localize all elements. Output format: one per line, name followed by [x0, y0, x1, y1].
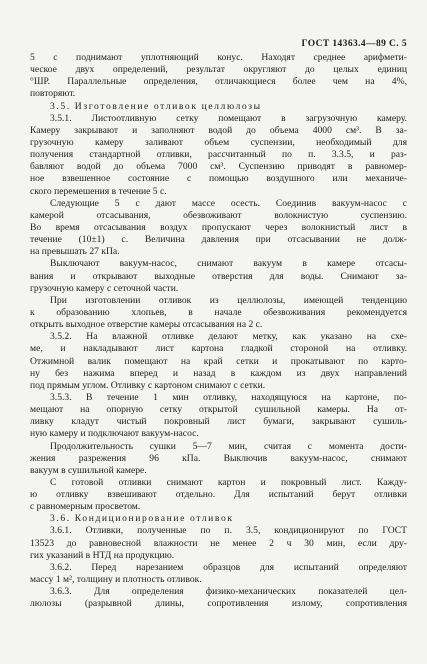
text-line: грузочную камеру заливают объем суспензии, необходимый для — [30, 136, 407, 148]
text-line: массу 1 м², толщину и плотность отливок. — [30, 574, 202, 586]
text-line: Камеру закрывают и заполняют водой до объема 4000 см³. В за- — [30, 124, 407, 136]
text-line: вания и открывают выходные отверстия для воды. Снимают за- — [30, 270, 407, 282]
text-line: ю отливку взвешивают отдельно. Для испытаний берут отливки — [30, 489, 407, 501]
text-line: ную камеру и подключают вакуум-насос. — [30, 428, 199, 440]
text-line: Отжимной валик помещают на край сетки и прокатывают по карто- — [30, 355, 407, 367]
text-line: к образованию хлопьев, в начале обезвоживания рекомендуется — [30, 306, 407, 318]
text-line: Следующие 5 с дают массе осесть. Соединив вакуум-насос с — [50, 197, 407, 209]
text-line: ме, и накладывают лист картона гладкой стороной на отливку. — [30, 343, 407, 355]
text-line: Во время отсасывания воздух пропускают через волокнистый лист в — [30, 221, 407, 233]
text-line: грузочную камеру с сеточной части. — [30, 282, 179, 294]
text-line: ну без нажима вперед и назад в каждом из двух направлений — [30, 367, 407, 379]
text-line: 3.5.3. В течение 1 мин отливку, находящуюся на картоне, по- — [50, 391, 407, 403]
document-body — [30, 52, 407, 610]
page-header: ГОСТ 14363.4—89 С. 5 — [301, 39, 407, 49]
text-line: 3.6.3. Для определения физико-механических показателей цел- — [50, 586, 407, 598]
text-line: ливку кладут чистый покровный лист бумаги, закрывают сушиль- — [30, 416, 407, 428]
text-line: люлозы (разрывной длины, сопротивления излому, сопротивления — [30, 598, 407, 610]
text-line: ского перемешения в течение 5 с. — [30, 185, 167, 197]
text-line: повторяют. — [30, 88, 76, 100]
section-heading-line: 3.6. Кондиционирование отливок — [50, 513, 234, 525]
text-line: течение (10±1) с. Величина давления при отсасывании не долж- — [30, 234, 407, 246]
text-line: жения разрежения 96 кПа. Выключив вакуум-насос, снимают — [30, 452, 407, 464]
text-line: с равномерным просветом. — [30, 501, 141, 513]
text-line: Продолжительность сушки 5—7 мин, считая с момента дости- — [50, 440, 407, 452]
text-line: 3.5.2. На влажной отливке делают метку, как указано на схе- — [50, 331, 407, 343]
text-line: вакуум в сушильной камере. — [30, 464, 147, 476]
text-line: камерой отсасывания, обезвоживают волокнистую суспензию. — [30, 209, 407, 221]
text-line: С готовой отливки снимают картон и покровный лист. Кажду- — [50, 476, 407, 488]
text-line: мещают на опорную сетку открытой сушильной камеры. На от- — [30, 404, 407, 416]
text-line: 5 с поднимают уплотняющий конус. Находят среднее арифмети- — [30, 52, 407, 63]
text-line: Выключают вакуум-насос, снимают вакуум в камере отсасы- — [50, 258, 407, 270]
text-line: под прямым углом. Отливку с картоном снимают с сетки. — [30, 379, 266, 391]
text-line: 3.5.1. Листоотливную сетку помещают в загрузочную камеру. — [50, 112, 407, 124]
text-line: получения стандартной отливки, рассчитанный по п. 3.3.5, и раз- — [30, 149, 407, 161]
text-line: При изготовлении отливок из целлюлозы, имеющей тенденцию — [50, 294, 407, 306]
text-line: открыть выходное отверстие камеры отсасывания на 2 с. — [30, 319, 263, 331]
text-line: бавляют водой до объема 7000 см³. Суспензию приводят в равномер- — [30, 161, 407, 173]
text-line: 3.6.2. Перед нарезанием образцов для испытаний определяют — [50, 561, 407, 573]
text-line: ческое двух определений, результат округляют до целых единиц — [30, 64, 407, 76]
text-line: на превышать 27 кПа. — [30, 246, 120, 258]
text-line: ное взвешенное состояние с помощью воздушного или механиче- — [30, 173, 407, 185]
text-line: 13523 до равновесной влажности не менее 2 ч 30 мин, если дру- — [30, 537, 407, 549]
text-line: 3.6.1. Отливки, полученные по п. 3.5, кондиционируют по ГОСТ — [50, 525, 407, 537]
text-line: °ШР. Параллельные определения, отличающиеся более чем на 4%, — [30, 76, 407, 88]
section-heading-line: 3.5. Изготовление отливок целлюлозы — [50, 100, 262, 112]
text-line: гих указаний в НТД на продукцию. — [30, 549, 175, 561]
